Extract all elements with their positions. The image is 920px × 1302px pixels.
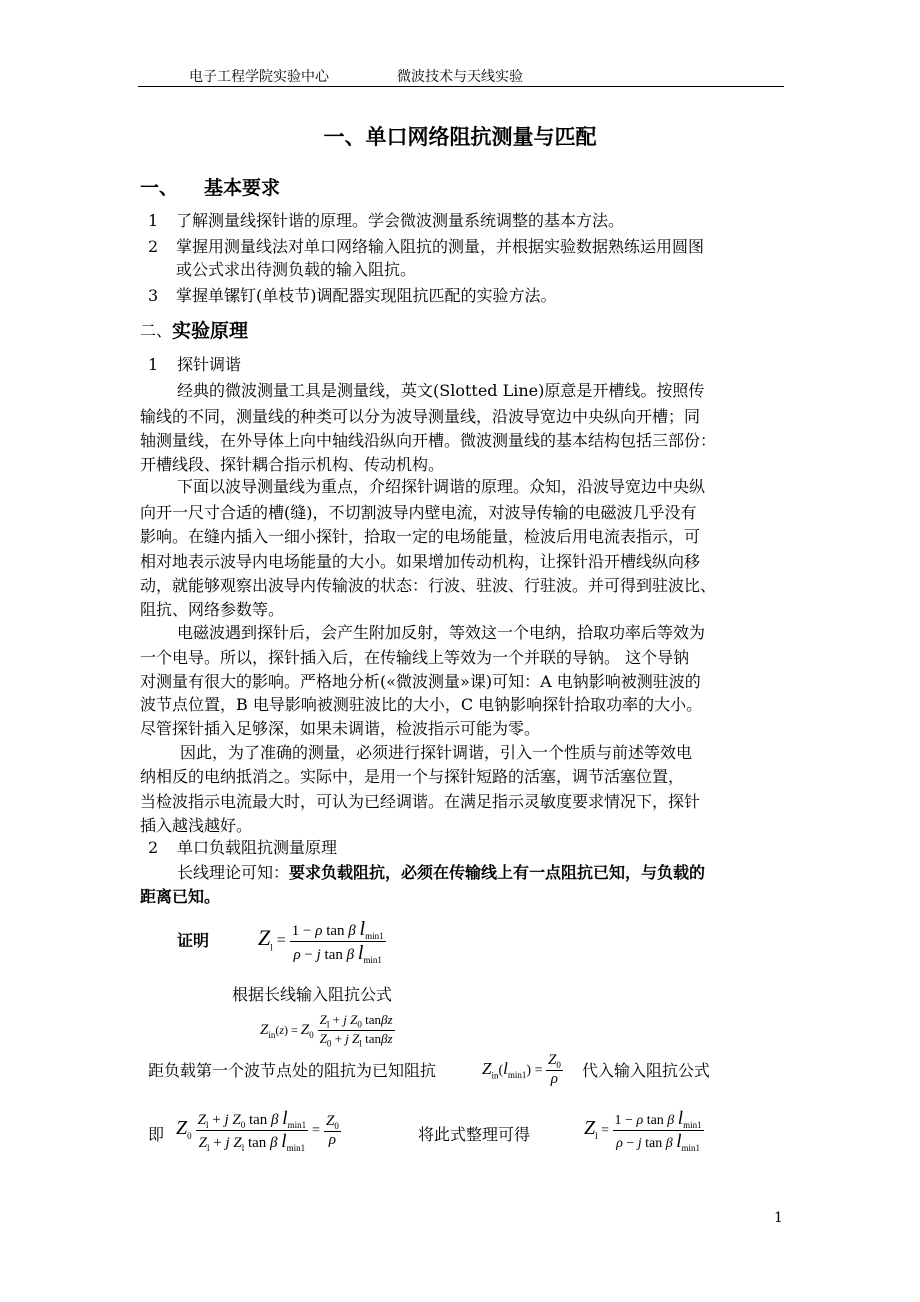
list-item: 了解测量线探针谐的原理。学会微波测量系统调整的基本方法。 xyxy=(176,211,625,230)
paragraph-line: 下面以波导测量线为重点，介绍探针调谐的原理。众知，沿波导宽边中央纵 xyxy=(177,477,706,496)
header-right: 微波技术与天线实验 xyxy=(397,69,523,85)
formula-zl-1: $Z_l$ = $\frac{1 - \rho \tan \beta l_{min1}}{\rho - j \tan \beta l_{min1}}$ xyxy=(258,918,384,965)
formula-zl-2: $Z_l$ = $\frac{1 - \rho \tan \beta l_{min1}}{\rho - j \tan \beta l_{min1}}$ xyxy=(584,1108,702,1153)
paragraph-line: 开槽线段、探针耦合指示机构、传动机构。 xyxy=(140,455,445,474)
list-item: 掌握用测量线法对单口网络输入阻抗的测量，并根据实验数据熟练运用圆图 xyxy=(176,237,705,256)
sub2-number: 2 xyxy=(148,838,159,857)
paragraph-line: 因此，为了准确的测量，必须进行探针调谐，引入一个性质与前述等效电 xyxy=(180,743,693,762)
paragraph-line: 一个电导。所以，探针插入后，在传输线上等效为一个并联的导钠。 这个导钠 xyxy=(140,648,690,667)
paragraph-line: 动，就能够观察出波导内传输波的状态：行波、驻波、行驻波。并可得到驻波比、 xyxy=(140,576,717,595)
paragraph-line: 插入越浅越好。 xyxy=(140,816,253,835)
sub2-title: 单口负载阻抗测量原理 xyxy=(177,838,338,857)
paragraph-line: 经典的微波测量工具是测量线，英文(Slotted Line)原意是开槽线。按照传 xyxy=(177,381,705,400)
paragraph-line: 输线的不同，测量线的种类可以分为波导测量线，沿波导宽边中央纵向开槽；同 xyxy=(140,407,701,426)
rearrange-text: 将此式整理可得 xyxy=(418,1125,531,1144)
sub1-number: 1 xyxy=(148,355,159,374)
paragraph-line: 当检波指示电流最大时，可认为已经调谐。在满足指示灵敏度要求情况下，探针 xyxy=(140,792,701,811)
header-divider xyxy=(138,86,784,87)
item-number: 2 xyxy=(148,237,159,256)
paragraph-line: 电磁波遇到探针后，会产生附加反射，等效这一个电纳，拾取功率后等效为 xyxy=(177,623,706,642)
known-impedance-text: 距负载第一个波节点处的阻抗为已知阻抗 xyxy=(148,1061,437,1080)
theory-bold: 要求负载阻抗，必须在传输线上有一点阻抗已知，与负载的 xyxy=(289,863,706,882)
section1-heading: 基本要求 xyxy=(204,177,281,199)
formula-zin: $Z_{in}(z) = Z_0$ $\frac{Z_l + j Z_0 \tan\beta z}{Z_0 + j Z_l \tan\beta z}$ xyxy=(260,1012,393,1049)
substitute-text: 代入输入阻抗公式 xyxy=(582,1061,711,1080)
theory-bold-cont: 距离已知。 xyxy=(140,887,221,906)
list-item: 掌握单镙钉(单枝节)调配器实现阻抗匹配的实验方法。 xyxy=(176,286,557,305)
paragraph-line: 对测量有很大的影响。严格地分析(«微波测量»课)可知：A 电钠影响被测驻波的 xyxy=(140,672,701,691)
paragraph-line: 影响。在缝内插入一细小探针，拾取一定的电场能量，检波后用电流表指示，可 xyxy=(140,527,701,546)
formula-known: $Z_{in}(l_{min1})$ = $\frac{Z_0}{\rho}$ xyxy=(482,1052,561,1087)
sub1-title: 探针调谐 xyxy=(177,355,242,374)
paragraph-line: 相对地表示波导内电场能量的大小。如果增加传动机构，让探针沿开槽线纵向移 xyxy=(140,552,701,571)
formula-intro: 根据长线输入阻抗公式 xyxy=(232,985,393,1004)
item-number: 3 xyxy=(148,286,159,305)
paragraph-line: 尽管探针插入足够深，如果未调谐，检波指示可能为零。 xyxy=(140,719,541,738)
section2-heading: 实验原理 xyxy=(172,320,249,342)
page-title: 一、单口网络阻抗测量与匹配 xyxy=(323,124,597,149)
theory-statement xyxy=(177,860,705,886)
paragraph-line: 纳相反的电纳抵消之。实际中，是用一个与探针短路的活塞，调节活塞位置， xyxy=(140,767,685,786)
list-item-cont: 或公式求出待测负载的输入阻抗。 xyxy=(176,260,417,279)
section1-number: 一、 xyxy=(140,177,179,199)
page-number: 1 xyxy=(774,1210,783,1226)
paragraph-line: 向开一尺寸合适的槽(缝)，不切割波导内壁电流，对波导传输的电磁波几乎没有 xyxy=(140,503,697,522)
proof-label: 证明 xyxy=(177,931,210,950)
paragraph-line: 波节点位置，B 电导影响被测驻波比的大小，C 电钠影响探针拾取功率的大小。 xyxy=(140,695,703,714)
theory-lead: 长线理论可知： xyxy=(177,863,290,882)
paragraph-line: 阻抗、网络参数等。 xyxy=(140,600,285,619)
item-number: 1 xyxy=(148,211,159,230)
section2-number: 二、 xyxy=(140,321,173,340)
formula-substituted: $Z_0$ $\frac{Z_l + j Z_0 \tan \beta l_{min1}}{Z_l + j Z_l \tan \beta l_{min1}}$ = $\frac{Z_0}{\rho}$ xyxy=(176,1108,339,1153)
header-left: 电子工程学院实验中心 xyxy=(189,69,329,85)
paragraph-line: 轴测量线，在外导体上向中轴线沿纵向开槽。微波测量线的基本结构包括三部份： xyxy=(140,431,717,450)
ie-label: 即 xyxy=(148,1125,165,1144)
